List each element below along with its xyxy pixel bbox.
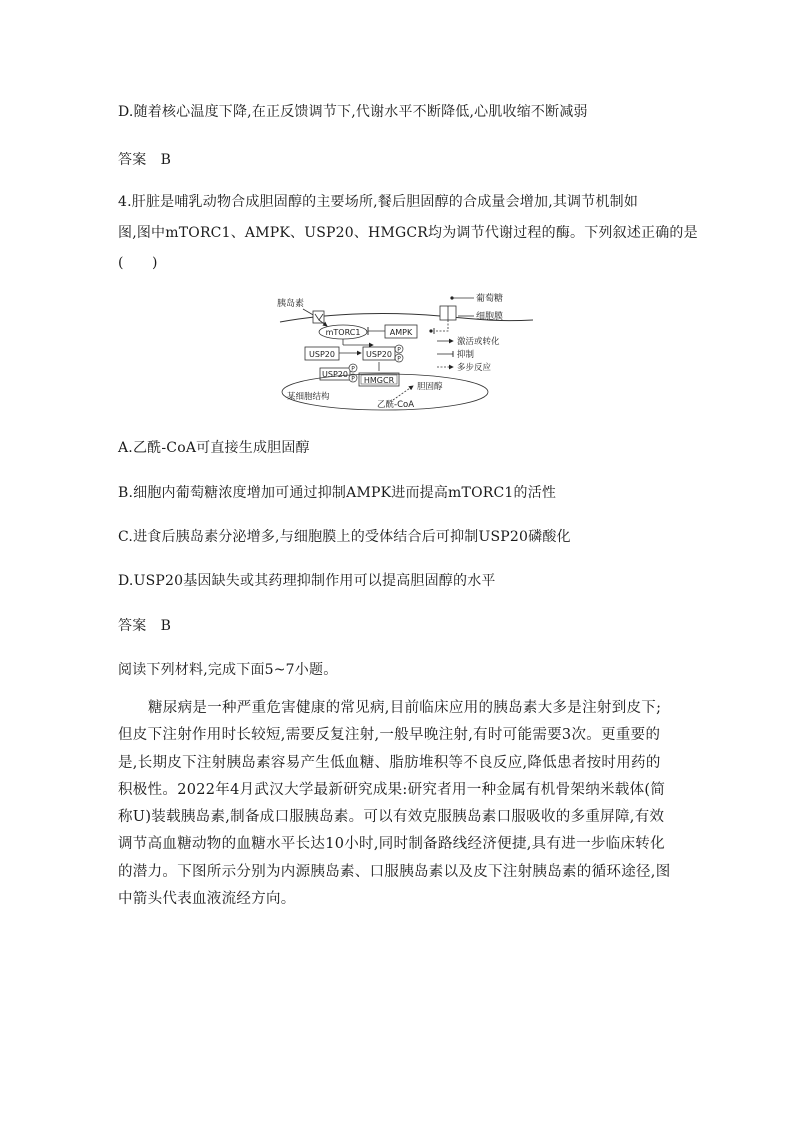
passage-line: 称U)装载胰岛素,制备成口服胰岛素。可以有效克服胰岛素口服吸收的多重屏障,有效 (118, 809, 665, 826)
legend-activate-label: 激活或转化 (457, 337, 500, 347)
q3-answer: 答案 B (118, 152, 172, 168)
q4-stem-line-3: ( ) (118, 255, 158, 271)
ampk-label: AMPK (389, 328, 413, 337)
phosphate-label: P (397, 355, 401, 363)
glucose-label: 葡萄糖 (476, 294, 504, 304)
insulin-label: 胰岛素 (277, 299, 305, 309)
usp20-free-label: USP20 (309, 350, 335, 359)
q4-option-b: B.细胞内葡萄糖浓度增加可通过抑制AMPK进而提高mTORC1的活性 (118, 485, 557, 501)
membrane-label: 细胞膜 (476, 312, 504, 322)
passage-line: 积极性。2022年4月武汉大学最新研究成果:研究者用一种金属有机骨架纳米载体(简 (118, 781, 666, 798)
passage-line: 调节高血糖动物的血糖水平长达10小时,同时制备路线经济便捷,具有进一步临床转化 (118, 836, 665, 853)
reading-passage (118, 695, 678, 913)
q4-stem-line-1: 4.肝脏是哺乳动物合成胆固醇的主要场所,餐后胆固醇的合成量会增加,其调节机制如 (118, 194, 639, 210)
passage-line: 糖尿病是一种严重危害健康的常见病,目前临床应用的胰岛素大多是注射到皮下; (148, 700, 662, 716)
acetyl-coa-label: 乙酰-CoA (377, 400, 415, 410)
phosphate-label: P (351, 365, 355, 373)
phosphate-label: P (397, 346, 401, 354)
organelle-label: 某细胞结构 (287, 392, 330, 402)
reading-intro: 阅读下列材料,完成下面5~7小题。 (118, 662, 338, 678)
mtorc1-label: mTORC1 (325, 328, 361, 337)
hmgcr-label: HMGCR (363, 376, 395, 385)
passage-line: 中箭头代表血液流经方向。 (118, 891, 296, 908)
q4-option-d: D.USP20基因缺失或其药理抑制作用可以提高胆固醇的水平 (118, 573, 496, 589)
passage-line: 但皮下注射作用时长较短,需要反复注射,一般早晚注射,有时可能需要3次。更重要的 (118, 727, 661, 744)
insulin-receptor (313, 311, 324, 323)
usp20-phospho-label: USP20 (366, 350, 392, 359)
q4-option-a: A.乙酰-CoA可直接生成胆固醇 (118, 440, 310, 456)
q4-option-c: C.进食后胰岛素分泌增多,与细胞膜上的受体结合后可抑制USP20磷酸化 (118, 529, 571, 545)
regulation-diagram (275, 290, 535, 412)
legend-inhibit-label: 抑制 (457, 350, 475, 360)
passage-line: 的潜力。下图所示分别为内源胰岛素、口服胰岛素以及皮下注射胰岛素的循环途径,图 (118, 863, 671, 880)
q4-stem-line-2: 图,图中mTORC1、AMPK、USP20、HMGCR均为调节代谢过程的酶。下列叙述正确的是 (118, 225, 698, 241)
usp20-bound-label: USP20 (322, 370, 348, 379)
q4-answer: 答案 B (118, 618, 172, 634)
q3-option-d: D.随着核心温度下降,在正反馈调节下,代谢水平不断降低,心肌收缩不断减弱 (118, 104, 588, 120)
phosphate-label: P (351, 375, 355, 383)
cholesterol-label: 胆固醇 (417, 382, 443, 392)
legend-multistep-label: 多步反应 (457, 363, 492, 373)
passage-line: 是,长期皮下注射胰岛素容易产生低血糖、脂肪堆积等不良反应,降低患者按时用药的 (118, 754, 661, 771)
